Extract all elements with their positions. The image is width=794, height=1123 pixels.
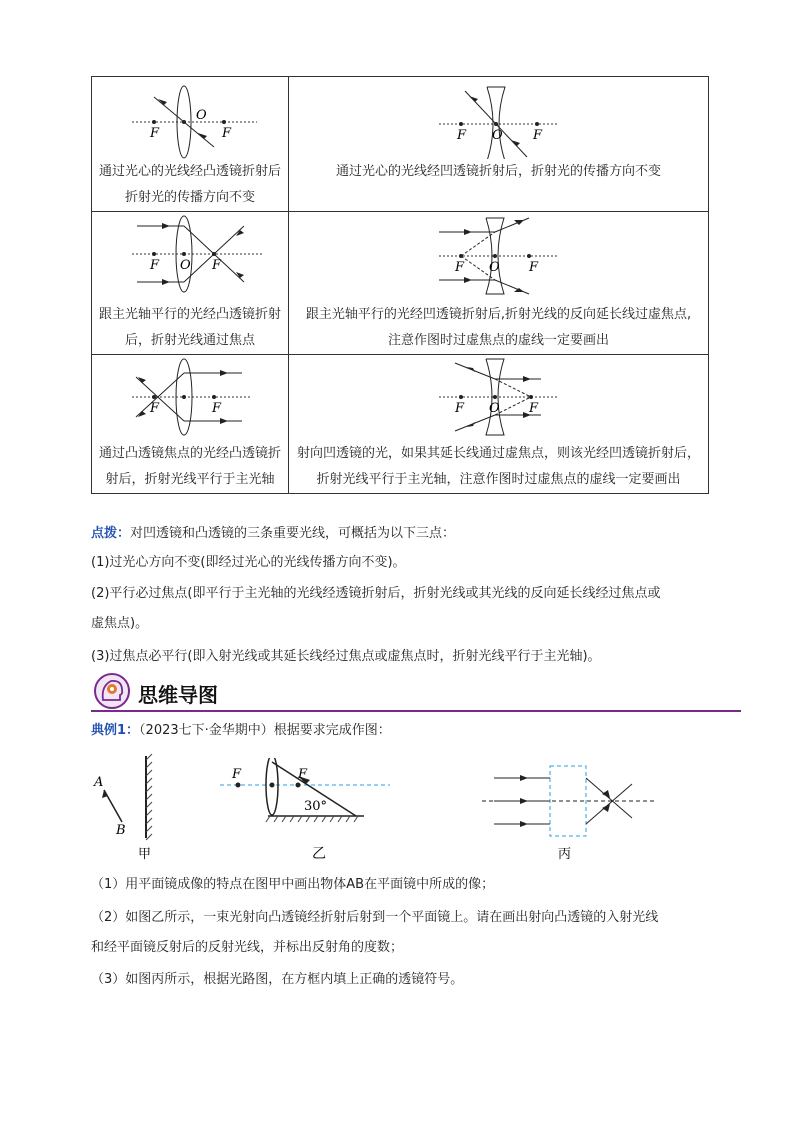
tips-point-3: (3)过焦点必平行(即入射光线或其延长线经过焦点或虚焦点时，折射光线平行于主光轴)。 — [91, 649, 601, 664]
focus-label: F — [529, 401, 539, 416]
caption-line: 通过光心的光线经凸透镜折射后 — [98, 164, 281, 179]
caption-line: 折射光的传播方向不变 — [124, 190, 255, 205]
table-row — [92, 355, 709, 494]
section-title: 思维导图 — [138, 683, 218, 707]
convex-lens-focus-ray-diagram — [92, 355, 288, 441]
caption-line: 射向凹透镜的光，如果其延长线通过虚焦点，则该光经凹透镜折射后， — [296, 446, 700, 461]
question-3: （3）如图丙所示，根据光路图，在方框内填上正确的透镜符号。 — [91, 972, 464, 987]
example-heading — [91, 716, 716, 745]
question-2-cont: 和经平面镜反射后的反射光线，并标出反射角的度数； — [91, 940, 404, 955]
caption-line: 后，折射光线通过焦点 — [124, 333, 255, 348]
table-cell — [289, 77, 709, 212]
angle-label: 30° — [304, 799, 328, 814]
lens-rules-table — [91, 76, 709, 494]
table-row — [92, 212, 709, 355]
tips-point-2: (2)平行必过焦点(即平行于主光轴的光线经透镜折射后，折射光线或其光线的反向延长线经过焦点或 — [91, 586, 661, 601]
convex-lens-center-ray-diagram — [92, 77, 288, 159]
example-lead: 典例1： — [91, 723, 140, 738]
tips-intro-text: 对凹透镜和凸透镜的三条重要光线，可概括为以下三点： — [130, 526, 456, 541]
caption-line: 折射光线平行于主光轴，注意作图时过虚焦点的虚线一定要画出 — [316, 472, 681, 487]
focus-label: F — [150, 258, 160, 273]
figure-caption: 甲 — [138, 847, 152, 862]
tips-intro — [91, 519, 716, 548]
focus-label: F — [150, 126, 160, 141]
caption-line: 射后，折射光线平行于主光轴 — [105, 472, 275, 487]
concave-lens-parallel-ray-diagram — [289, 212, 709, 302]
tips-point-2-cont: 虚焦点)。 — [91, 616, 149, 631]
table-cell — [92, 77, 289, 212]
center-label: O — [180, 258, 191, 273]
table-cell — [92, 355, 289, 494]
question-2: （2）如图乙所示，一束光射向凸透镜经折射后射到一个平面镜上。请在画出射向凸透镜的入射光线 — [91, 910, 659, 925]
tips-point-1: (1)过光心方向不变(即经过光心的光线传播方向不变)。 — [91, 555, 406, 570]
focus-label: F — [533, 128, 543, 143]
section-divider — [91, 710, 741, 712]
focus-label: F — [455, 260, 465, 275]
head-brain-icon — [93, 672, 131, 710]
figure-caption: 丙 — [558, 847, 572, 862]
focus-label: F — [212, 401, 222, 416]
caption-line: 通过凸透镜焦点的光经凸透镜折 — [98, 446, 281, 461]
figure-jia-plane-mirror — [88, 752, 168, 864]
focus-label: F — [298, 767, 308, 782]
table-cell — [289, 212, 709, 355]
caption-line: 跟主光轴平行的光经凹透镜折射后,折射光线的反向延长线过虚焦点, — [305, 307, 692, 322]
example-source: （2023七下·金华期中）根据要求完成作图： — [139, 723, 391, 738]
point-b-label: B — [116, 823, 126, 838]
tips-lead: 点拨： — [91, 526, 131, 541]
concave-lens-center-ray-diagram — [289, 77, 709, 159]
concave-lens-focus-ray-diagram — [289, 355, 709, 441]
center-label: O — [489, 260, 500, 275]
table-row — [92, 77, 709, 212]
focus-label: F — [212, 258, 222, 273]
center-label: O — [492, 128, 503, 143]
figure-yi-convex-lens-mirror — [218, 758, 398, 864]
focus-label: F — [529, 260, 539, 275]
point-a-label: A — [94, 775, 104, 790]
convex-lens-parallel-ray-diagram — [92, 212, 288, 302]
focus-label: F — [150, 401, 160, 416]
caption-line: 通过光心的光线经凹透镜折射后，折射光的传播方向不变 — [335, 164, 661, 179]
figure-caption: 乙 — [312, 846, 326, 862]
center-label: O — [196, 108, 207, 123]
question-1: （1）用平面镜成像的特点在图甲中画出物体AB在平面镜中所成的像； — [91, 877, 495, 892]
focus-label: F — [455, 401, 465, 416]
caption-line: 跟主光轴平行的光经凸透镜折射 — [98, 307, 281, 322]
focus-label: F — [457, 128, 467, 143]
table-cell — [92, 212, 289, 355]
center-label: O — [489, 401, 500, 416]
focus-label: F — [222, 126, 232, 141]
figure-bing-lens-box — [480, 758, 660, 864]
table-cell — [289, 355, 709, 494]
focus-label: F — [232, 767, 242, 782]
caption-line: 注意作图时过虚焦点的虚线一定要画出 — [387, 333, 609, 348]
